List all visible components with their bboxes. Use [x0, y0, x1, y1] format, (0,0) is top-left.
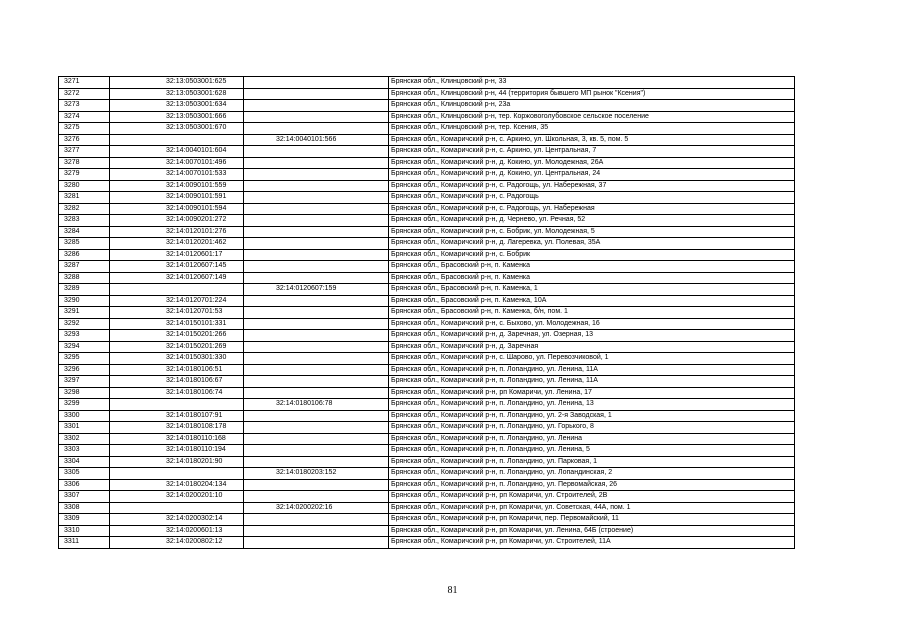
cadastral-number-alt-cell: [244, 514, 389, 526]
address-cell: Брянская обл., Брасовский р-н, п. Каменка: [389, 261, 795, 273]
cadastral-number-cell: 32:14:0200802:12: [110, 537, 244, 549]
cadastral-number-alt-cell: [244, 410, 389, 422]
row-number-cell: 3303: [59, 445, 110, 457]
address-cell: Брянская обл., Комаричский р-н, с. Радогощь, ул. Набережная: [389, 203, 795, 215]
cadastral-number-cell: 32:14:0120201:462: [110, 238, 244, 250]
cadastral-number-alt-cell: [244, 456, 389, 468]
row-number-cell: 3294: [59, 341, 110, 353]
address-cell: Брянская обл., Комаричский р-н, с. Радогощь: [389, 192, 795, 204]
table-row: [59, 123, 795, 135]
cadastral-number-alt-cell: [244, 537, 389, 549]
table-row: [59, 307, 795, 319]
table-row: [59, 88, 795, 100]
address-cell: Брянская обл., Комаричский р-н, п. Лопандино, ул. Парковая, 1: [389, 456, 795, 468]
cadastral-number-cell: 32:14:0180110:194: [110, 445, 244, 457]
address-cell: Брянская обл., Комаричский р-н, п. Лопандино, ул. Ленина, 11А: [389, 376, 795, 388]
row-number-cell: 3287: [59, 261, 110, 273]
table-row: [59, 284, 795, 296]
table-row: [59, 341, 795, 353]
row-number-cell: 3305: [59, 468, 110, 480]
cadastral-number-alt-cell: [244, 77, 389, 89]
table-row: [59, 387, 795, 399]
table-row: [59, 410, 795, 422]
row-number-cell: 3298: [59, 387, 110, 399]
cadastral-number-cell: 32:14:0180110:168: [110, 433, 244, 445]
table-row: [59, 353, 795, 365]
cadastral-number-alt-cell: [244, 330, 389, 342]
address-cell: Брянская обл., Комаричский р-н, с. Быхово, ул. Молодежная, 16: [389, 318, 795, 330]
cadastral-number-alt-cell: 32:14:0120607:159: [244, 284, 389, 296]
row-number-cell: 3306: [59, 479, 110, 491]
table-row: [59, 468, 795, 480]
row-number-cell: 3293: [59, 330, 110, 342]
row-number-cell: 3277: [59, 146, 110, 158]
address-cell: Брянская обл., Комаричский р-н, п. Лопандино, ул. Ленина, 11А: [389, 364, 795, 376]
cadastral-number-alt-cell: [244, 318, 389, 330]
address-cell: Брянская обл., Комаричский р-н, с. Шарово, ул. Перевозчиковой, 1: [389, 353, 795, 365]
table-row: [59, 169, 795, 181]
address-cell: Брянская обл., Комаричский р-н, с. Радогощь, ул. Набережная, 37: [389, 180, 795, 192]
address-cell: Брянская обл., Клинцовский р-н, 33: [389, 77, 795, 89]
cadastral-number-alt-cell: [244, 111, 389, 123]
table-row: [59, 456, 795, 468]
row-number-cell: 3276: [59, 134, 110, 146]
cadastral-number-alt-cell: 32:14:0200202:16: [244, 502, 389, 514]
cadastral-number-alt-cell: [244, 157, 389, 169]
cadastral-number-cell: 32:14:0200302:14: [110, 514, 244, 526]
cadastral-number-cell: 32:14:0200601:13: [110, 525, 244, 537]
registry-table: [58, 76, 795, 549]
row-number-cell: 3274: [59, 111, 110, 123]
cadastral-number-alt-cell: [244, 433, 389, 445]
registry-table-body: [59, 77, 795, 549]
cadastral-number-cell: 32:13:0503001:625: [110, 77, 244, 89]
cadastral-number-cell: 32:14:0150301:330: [110, 353, 244, 365]
address-cell: Брянская обл., Комаричский р-н, рп Комаричи, ул. Строителей, 11А: [389, 537, 795, 549]
address-cell: Брянская обл., Клинцовский р-н, тер. Коржовоголубовское сельское поселение: [389, 111, 795, 123]
address-cell: Брянская обл., Комаричский р-н, д. Заречная, ул. Озерная, 13: [389, 330, 795, 342]
address-cell: Брянская обл., Брасовский р-н, п. Каменка, 10А: [389, 295, 795, 307]
table-row: [59, 203, 795, 215]
address-cell: Брянская обл., Комаричский р-н, п. Лопандино, ул. Ленина: [389, 433, 795, 445]
cadastral-number-cell: 32:14:0150201:269: [110, 341, 244, 353]
cadastral-number-alt-cell: [244, 364, 389, 376]
cadastral-number-alt-cell: [244, 192, 389, 204]
row-number-cell: 3275: [59, 123, 110, 135]
table-row: [59, 272, 795, 284]
cadastral-number-alt-cell: [244, 353, 389, 365]
cadastral-number-cell: 32:14:0180107:91: [110, 410, 244, 422]
cadastral-number-alt-cell: [244, 376, 389, 388]
table-row: [59, 445, 795, 457]
table-row: [59, 399, 795, 411]
cadastral-number-cell: 32:14:0090201:272: [110, 215, 244, 227]
row-number-cell: 3307: [59, 491, 110, 503]
cadastral-number-cell: 32:14:0150201:266: [110, 330, 244, 342]
row-number-cell: 3279: [59, 169, 110, 181]
cadastral-number-alt-cell: [244, 445, 389, 457]
row-number-cell: 3289: [59, 284, 110, 296]
table-row: [59, 295, 795, 307]
row-number-cell: 3290: [59, 295, 110, 307]
table-row: [59, 364, 795, 376]
row-number-cell: 3283: [59, 215, 110, 227]
cadastral-number-cell: 32:14:0090101:559: [110, 180, 244, 192]
table-row: [59, 514, 795, 526]
address-cell: Брянская обл., Клинцовский р-н, 44 (территория бывшего МП рынок "Ксения"): [389, 88, 795, 100]
cadastral-number-cell: [110, 284, 244, 296]
table-row: [59, 330, 795, 342]
cadastral-number-cell: [110, 468, 244, 480]
table-row: [59, 192, 795, 204]
table-row: [59, 318, 795, 330]
cadastral-number-cell: 32:13:0503001:634: [110, 100, 244, 112]
row-number-cell: 3309: [59, 514, 110, 526]
row-number-cell: 3272: [59, 88, 110, 100]
address-cell: Брянская обл., Брасовский р-н, п. Каменка, б/н, пом. 1: [389, 307, 795, 319]
table-row: [59, 215, 795, 227]
table-row: [59, 157, 795, 169]
cadastral-number-alt-cell: [244, 261, 389, 273]
address-cell: Брянская обл., Комаричский р-н, п. Лопандино, ул. 2-я Заводская, 1: [389, 410, 795, 422]
row-number-cell: 3271: [59, 77, 110, 89]
cadastral-number-cell: 32:14:0090101:594: [110, 203, 244, 215]
row-number-cell: 3302: [59, 433, 110, 445]
address-cell: Брянская обл., Комаричский р-н, п. Лопандино, ул. Лопандинская, 2: [389, 468, 795, 480]
cadastral-number-alt-cell: [244, 341, 389, 353]
table-row: [59, 537, 795, 549]
cadastral-number-cell: 32:14:0180108:178: [110, 422, 244, 434]
cadastral-number-cell: [110, 502, 244, 514]
table-row: [59, 491, 795, 503]
address-cell: Брянская обл., Комаричский р-н, рп Комаричи, ул. Советская, 44А, пом. 1: [389, 502, 795, 514]
cadastral-number-cell: 32:14:0120607:149: [110, 272, 244, 284]
cadastral-number-cell: 32:13:0503001:628: [110, 88, 244, 100]
cadastral-number-cell: [110, 134, 244, 146]
row-number-cell: 3308: [59, 502, 110, 514]
table-row: [59, 249, 795, 261]
cadastral-number-cell: 32:14:0200201:10: [110, 491, 244, 503]
table-row: [59, 180, 795, 192]
address-cell: Брянская обл., Комаричский р-н, рп Комаричи, пер. Первомайский, 11: [389, 514, 795, 526]
cadastral-number-alt-cell: [244, 422, 389, 434]
cadastral-number-alt-cell: [244, 249, 389, 261]
row-number-cell: 3295: [59, 353, 110, 365]
table-row: [59, 226, 795, 238]
cadastral-number-alt-cell: [244, 295, 389, 307]
cadastral-number-alt-cell: [244, 146, 389, 158]
cadastral-number-alt-cell: [244, 215, 389, 227]
row-number-cell: 3310: [59, 525, 110, 537]
row-number-cell: 3311: [59, 537, 110, 549]
row-number-cell: 3281: [59, 192, 110, 204]
cadastral-number-alt-cell: [244, 387, 389, 399]
cadastral-number-alt-cell: [244, 238, 389, 250]
row-number-cell: 3299: [59, 399, 110, 411]
table-row: [59, 261, 795, 273]
cadastral-number-cell: 32:13:0503001:666: [110, 111, 244, 123]
cadastral-number-cell: 32:14:0120607:145: [110, 261, 244, 273]
row-number-cell: 3292: [59, 318, 110, 330]
row-number-cell: 3278: [59, 157, 110, 169]
cadastral-number-alt-cell: [244, 307, 389, 319]
row-number-cell: 3282: [59, 203, 110, 215]
cadastral-number-cell: 32:14:0120601:17: [110, 249, 244, 261]
table-row: [59, 134, 795, 146]
row-number-cell: 3284: [59, 226, 110, 238]
address-cell: Брянская обл., Комаричский р-н, д. Кокино, ул. Центральная, 24: [389, 169, 795, 181]
cadastral-number-cell: 32:14:0180201:90: [110, 456, 244, 468]
cadastral-number-alt-cell: [244, 203, 389, 215]
row-number-cell: 3300: [59, 410, 110, 422]
table-row: [59, 479, 795, 491]
address-cell: Брянская обл., Клинцовский р-н, тер. Ксения, 35: [389, 123, 795, 135]
address-cell: Брянская обл., Брасовский р-н, п. Каменка: [389, 272, 795, 284]
address-cell: Брянская обл., Комаричский р-н, п. Лопандино, ул. Ленина, 13: [389, 399, 795, 411]
table-row: [59, 111, 795, 123]
cadastral-number-alt-cell: [244, 226, 389, 238]
table-row: [59, 376, 795, 388]
cadastral-number-alt-cell: [244, 525, 389, 537]
address-cell: Брянская обл., Комаричский р-н, п. Лопандино, ул. Горького, 8: [389, 422, 795, 434]
page-number: 81: [447, 585, 458, 596]
address-cell: Брянская обл., Комаричский р-н, с. Аркино, ул. Центральная, 7: [389, 146, 795, 158]
cadastral-number-cell: 32:13:0503001:670: [110, 123, 244, 135]
address-cell: Брянская обл., Комаричский р-н, п. Лопандино, ул. Первомайская, 26: [389, 479, 795, 491]
address-cell: Брянская обл., Комаричский р-н, рп Комаричи, ул. Ленина, 64Б (строение): [389, 525, 795, 537]
address-cell: Брянская обл., Комаричский р-н, с. Бобрик, ул. Молодежная, 5: [389, 226, 795, 238]
cadastral-number-cell: 32:14:0120701:224: [110, 295, 244, 307]
row-number-cell: 3297: [59, 376, 110, 388]
cadastral-number-cell: 32:14:0070101:533: [110, 169, 244, 181]
cadastral-number-alt-cell: 32:14:0180203:152: [244, 468, 389, 480]
address-cell: Брянская обл., Брасовский р-н, п. Каменка, 1: [389, 284, 795, 296]
cadastral-number-cell: 32:14:0090101:591: [110, 192, 244, 204]
cadastral-number-cell: 32:14:0040101:604: [110, 146, 244, 158]
cadastral-number-cell: 32:14:0180106:67: [110, 376, 244, 388]
address-cell: Брянская обл., Комаричский р-н, рп Комаричи, ул. Строителей, 2В: [389, 491, 795, 503]
table-row: [59, 433, 795, 445]
cadastral-number-alt-cell: [244, 272, 389, 284]
row-number-cell: 3301: [59, 422, 110, 434]
table-row: [59, 238, 795, 250]
address-cell: Брянская обл., Комаричский р-н, с. Аркино, ул. Школьная, 3, кв. 5, пом. 5: [389, 134, 795, 146]
cadastral-number-alt-cell: [244, 491, 389, 503]
address-cell: Брянская обл., Комаричский р-н, д. Кокино, ул. Молодежная, 26А: [389, 157, 795, 169]
cadastral-number-cell: 32:14:0120701:53: [110, 307, 244, 319]
row-number-cell: 3304: [59, 456, 110, 468]
row-number-cell: 3273: [59, 100, 110, 112]
cadastral-number-alt-cell: [244, 123, 389, 135]
row-number-cell: 3285: [59, 238, 110, 250]
cadastral-number-alt-cell: [244, 479, 389, 491]
cadastral-number-cell: 32:14:0150101:331: [110, 318, 244, 330]
address-cell: Брянская обл., Комаричский р-н, рп Комаричи, ул. Ленина, 17: [389, 387, 795, 399]
row-number-cell: 3296: [59, 364, 110, 376]
cadastral-number-alt-cell: [244, 100, 389, 112]
address-cell: Брянская обл., Комаричский р-н, с. Бобрик: [389, 249, 795, 261]
cadastral-number-alt-cell: [244, 169, 389, 181]
table-row: [59, 502, 795, 514]
row-number-cell: 3291: [59, 307, 110, 319]
cadastral-number-cell: 32:14:0180204:134: [110, 479, 244, 491]
row-number-cell: 3280: [59, 180, 110, 192]
address-cell: Брянская обл., Комаричский р-н, д. Заречная: [389, 341, 795, 353]
cadastral-number-alt-cell: 32:14:0180106:78: [244, 399, 389, 411]
cadastral-number-cell: 32:14:0120101:276: [110, 226, 244, 238]
cadastral-number-cell: 32:14:0180106:74: [110, 387, 244, 399]
table-row: [59, 77, 795, 89]
address-cell: Брянская обл., Комаричский р-н, д. Лагеревка, ул. Полевая, 35А: [389, 238, 795, 250]
row-number-cell: 3286: [59, 249, 110, 261]
cadastral-number-cell: 32:14:0180106:51: [110, 364, 244, 376]
table-row: [59, 422, 795, 434]
cadastral-number-alt-cell: [244, 88, 389, 100]
row-number-cell: 3288: [59, 272, 110, 284]
cadastral-number-cell: [110, 399, 244, 411]
address-cell: Брянская обл., Клинцовский р-н, 23а: [389, 100, 795, 112]
address-cell: Брянская обл., Комаричский р-н, п. Лопандино, ул. Ленина, 5: [389, 445, 795, 457]
address-cell: Брянская обл., Комаричский р-н, д. Чернево, ул. Речная, 52: [389, 215, 795, 227]
cadastral-number-alt-cell: 32:14:0040101:566: [244, 134, 389, 146]
table-row: [59, 146, 795, 158]
table-row: [59, 100, 795, 112]
table-row: [59, 525, 795, 537]
cadastral-number-cell: 32:14:0070101:496: [110, 157, 244, 169]
cadastral-number-alt-cell: [244, 180, 389, 192]
